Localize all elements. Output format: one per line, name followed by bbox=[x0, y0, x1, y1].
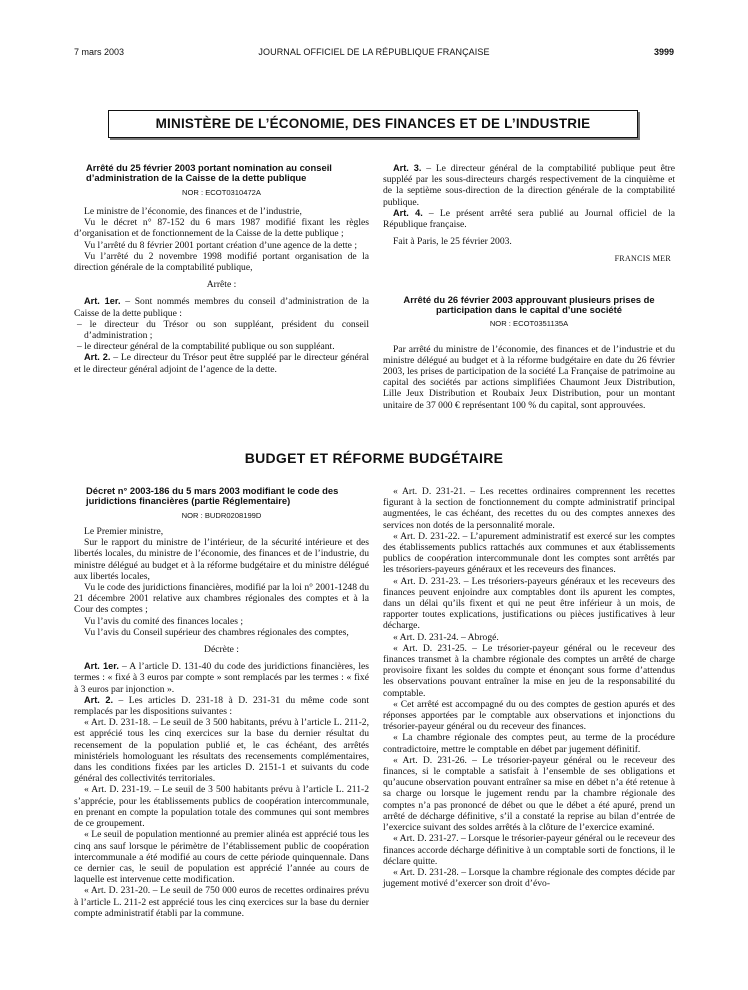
nor-reference: NOR : BUDR0208199D bbox=[181, 510, 262, 520]
paragraph: « Art. D. 231-27. – Lorsque le trésorier-payeur général ou le receveur des finances accorde décharge définitive à un comptable sorti de fonctions, il le déclare quitte. bbox=[383, 833, 675, 867]
article-label: Art. 3. bbox=[393, 163, 422, 173]
section-heading: BUDGET ET RÉFORME BUDGÉTAIRE bbox=[244, 450, 504, 466]
paragraph: Vu le code des juridictions financières, modifié par la loi n° 2001-1248 du 21 décembre 2001 relative aux chambres régionales des comptes et à la Cour des comptes ; bbox=[74, 582, 369, 616]
paragraph: « Cet arrêté est accompagné du ou des comptes de gestion apurés et des réponses apportées par le comptable aux observations et injonctions du trésorier-payeur général ou du receveur des finances. bbox=[383, 698, 675, 733]
column-2 bbox=[383, 163, 675, 411]
paragraph: « Art. D. 231-18. – Le seuil de 3 500 habitants, prévu à l’article L. 211-2, est apprécié tous les cinq exercices sur la base du dernier résultat du recensement de la population publié et, le cas échéant, des arrêtés ministériels homologuant les résultats des recensements complémentaires, dans les conditions fixées par les articles D. 2151-1 et suivants du code général des collectivités territoriales. bbox=[74, 717, 369, 785]
signature-date: Fait à Paris, le 25 février 2003. bbox=[393, 236, 512, 248]
list-item: – le directeur général de la comptabilité publique ou son suppléant. bbox=[77, 341, 335, 353]
paragraph: Par arrêté du ministre de l’économie, des finances et de l’industrie et du ministre délégué au budget et à la réforme budgétaire en date du 26 février 2003, les prises de participation de la société La Française de patrimoine au capital des sociétés par actions simplifiées Chaumont Jeux Distribution, Lille Jeux Distribution et Roubaix Jeux Distribution, pour un montant unitaire de 37 000 € représentant 100 % du capital, sont approuvées. bbox=[383, 343, 675, 411]
article-2: Art. 2. – Les articles D. 231-18 à D. 231-31 du même code sont remplacés par les dispositions suivantes : bbox=[74, 694, 369, 718]
ministry-heading: MINISTÈRE DE L’ÉCONOMIE, DES FINANCES ET DE L’INDUSTRIE bbox=[108, 110, 638, 138]
paragraph: Vu l’avis du Conseil supérieur des chambres régionales des comptes, bbox=[84, 626, 349, 638]
paragraph: « La chambre régionale des comptes peut, au terme de la procédure contradictoire, mettre le comptable en débet par jugement définitif. bbox=[383, 732, 675, 755]
paragraph: « Art. D. 231-24. – Abrogé. bbox=[393, 631, 499, 643]
article-3: Art. 3. – Le directeur général de la comptabilité publique peut être suppléé par les sous-directeurs chargés respectivement de la cinquième et de la septième sous-direction de la direction générale de la comptabilité publique. bbox=[383, 163, 675, 208]
paragraph: Vu l’arrêté du 2 novembre 1998 modifié portant organisation de la direction générale de la comptabilité publique, bbox=[74, 250, 369, 274]
header-date: 7 mars 2003 bbox=[74, 47, 125, 57]
article-label: Art. 1er. bbox=[84, 661, 119, 672]
article-label: Art. 1er. bbox=[84, 296, 121, 307]
decree-title: Décret n° 2003-186 du 5 mars 2003 modifiant le code des juridictions financières (partie Réglementaire) bbox=[86, 485, 339, 507]
article-1: Art. 1er. – A l’article D. 131-40 du code des juridictions financières, les termes : « fixé à 3 euros par compte » sont remplacés par les termes : « fixé à 3 euros par injonction ». bbox=[74, 661, 369, 695]
paragraph: Vu l’avis du comité des finances locales ; bbox=[84, 615, 244, 627]
article-1: Art. 1er. – Sont nommés membres du conseil d’administration de la Caisse de la dette publique : bbox=[74, 296, 369, 319]
paragraph: Vu l’arrêté du 8 février 2001 portant création d’une agence de la dette ; bbox=[84, 239, 357, 251]
arrete-label: Arrête : bbox=[206, 279, 237, 291]
paragraph: « Art. D. 231-21. – Les recettes ordinaires comprennent les recettes figurant à la section de fonctionnement du compte administratif principal augmentées, le cas échéant, des recettes du ou des comptes annexes des services non dotés de la personnalité morale. bbox=[383, 486, 675, 531]
nor-reference: NOR : ECOT0351135A bbox=[489, 319, 569, 329]
article-title: Arrêté du 26 février 2003 approuvant plusieurs prises de participation dans le capital d’une société bbox=[403, 293, 655, 316]
paragraph: « Art. D. 231-28. – Lorsque la chambre régionale des comptes décide par jugement motivé d’exercer son droit d’évo- bbox=[383, 866, 675, 890]
paragraph: Vu le décret n° 87-152 du 6 mars 1987 modifié fixant les règles d’organisation et de fonctionnement de la Caisse de la dette publique ; bbox=[74, 217, 369, 240]
journal-title: JOURNAL OFFICIEL DE LA RÉPUBLIQUE FRANÇAISE bbox=[258, 47, 490, 57]
column-1 bbox=[74, 163, 369, 375]
paragraph: Le Premier ministre, bbox=[84, 526, 164, 538]
paragraph: Le ministre de l’économie, des finances et de l’industrie, bbox=[84, 206, 302, 218]
paragraph: « Art. D. 231-23. – Les trésoriers-payeurs généraux et les receveurs des finances peuvent enjoindre aux comptables dont ils apurent les comptes, dans un délai qu’ils fixent et qui ne peut être inférieur à un mois, de rapporter toutes explications, justifications ou pièces justificatives à leur décharge. bbox=[383, 575, 675, 632]
nor-reference: NOR : ECOT0310472A bbox=[182, 187, 261, 197]
paragraph: « Art. D. 231-20. – Le seuil de 750 000 euros de recettes ordinaires prévu à l’article L. 211-2 est apprécié tous les cinq exercices sur la base du dernier compte administratif établi par la commune. bbox=[74, 885, 369, 919]
article-2: Art. 2. – Le directeur du Trésor peut être suppléé par le directeur général et le directeur général adjoint de l’agence de la dette. bbox=[74, 352, 369, 375]
article-4: Art. 4. – Le présent arrêté sera publié au Journal officiel de la République française. bbox=[383, 207, 675, 231]
article-label: Art. 4. bbox=[393, 207, 423, 218]
paragraph: « Le seuil de population mentionné au premier alinéa est apprécié tous les cinq ans sauf lorsque le périmètre de l’établissement public de coopération intercommunale a été modifié au cours de cette période quinquennale. Dans ce dernier cas, le seuil de population est apprécié l’année au cours de laquelle est intervenue cette modification. bbox=[74, 829, 369, 886]
signature: FRANCIS MER bbox=[614, 254, 671, 264]
paragraph: « Art. D. 231-22. – L’apurement administratif est exercé sur les comptes des établissements publics rattachés aux communes et aux établissements publics de coopération intercommunale dont les comptes sont arrêtés par les trésoriers-payeurs généraux et les receveurs des finances. bbox=[383, 530, 675, 576]
article-label: Art. 2. bbox=[84, 694, 114, 705]
column-3 bbox=[74, 486, 369, 919]
page-number: 3999 bbox=[653, 47, 674, 57]
paragraph: « Art. D. 231-25. – Le trésorier-payeur général ou le receveur des finances transmet à la chambre régionale des comptes un arrêté de charge provisoire fixant les soldes du compte et énonçant sous forme d’attendus les observations pouvant entraîner la mise en jeu de la responsabilité du comptable. bbox=[383, 642, 675, 699]
list-item: – le directeur du Trésor ou son suppléant, président du conseil d’administration ; bbox=[77, 318, 369, 342]
paragraph: Sur le rapport du ministre de l’intérieur, de la sécurité intérieure et des libertés locales, du ministre de l’économie, des finances et de l’industrie, du ministre délégué au budget et à la réforme budgétaire et du ministre délégué aux libertés locales, bbox=[74, 537, 369, 582]
article-title: Arrêté du 25 février 2003 portant nomination au conseil d’administration de la Caisse de la dette publique bbox=[86, 162, 332, 184]
column-4 bbox=[383, 486, 675, 889]
article-label: Art. 2. bbox=[84, 352, 111, 363]
paragraph: « Art. D. 231-19. – Le seuil de 3 500 habitants prévu à l’article L. 211-2 s’apprécie, pour les établissements publics de coopération intercommunale, en prenant en compte la population totale des communes qui sont membres de ce groupement. bbox=[74, 784, 369, 830]
decrete-label: Décrète : bbox=[204, 644, 239, 656]
paragraph: « Art. D. 231-26. – Le trésorier-payeur général ou le receveur des finances, si le comptable a satisfait à l’ensemble de ses obligations et qu’aucune observation pouvant entraîner sa mise en débet n’a été retenue à sa charge ou lorsque le jugement rendu par la chambre régionale des comptes n’a pas prononcé de débet ou que le débet a été apuré, prend un arrêté de décharge définitive, s’il a constaté la reprise au bilan d’entrée de l’exercice suivant des soldes arrêtés à la clôture de l’exercice examiné. bbox=[383, 754, 675, 834]
page-header bbox=[74, 47, 674, 61]
